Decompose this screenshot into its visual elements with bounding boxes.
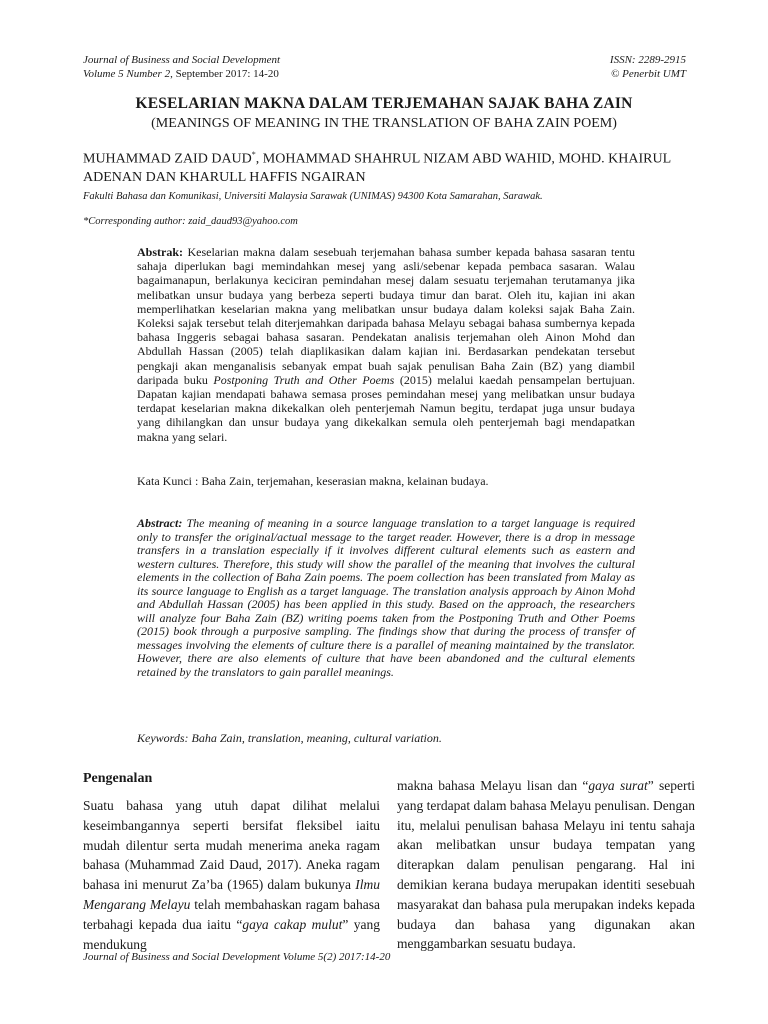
abstrak-malay — [137, 245, 635, 444]
corresponding-mark: * — [251, 150, 256, 159]
intro-term-cakap: gaya cakap mulut — [242, 916, 343, 932]
body-column-right — [397, 776, 695, 954]
intro-book-title: Ilmu Mengarang Melayu — [83, 877, 380, 912]
section-heading: Pengenalan — [83, 771, 153, 786]
publisher: © Penerbit UMT — [611, 68, 686, 80]
paper-subtitle: (MEANINGS OF MEANING IN THE TRANSLATION OF BAHA ZAIN POEM) — [151, 116, 617, 131]
abstract-text: The meaning of meaning in a source language translation to a target language is required only to transfer the original/actual message to the target reader. However, there is a drop in message transfers in a translation especially if it involves different cultural elements such as eastern and western cultures. Therefore, this study will show the parallel of the meaning that involves the cultural elements in the collection of Baha Zain poems. The poem collection has been translated from Malay as its source language to English as a target language. The translation analysis approach by Ainon Mohd and Abdullah Hassan (2005) has been applied in this study. Based on the approach, the researchers will analyze four Baha Zain (BZ) writing poems taken from the Postponing Truth and Other Poems (2015) book through a purposive sampling. The findings show that during the process of transfer of messages involving the elements of culture there is a parallel of meaning maintained by the translator. However, there are also elements of culture that have been abandoned and the cultural elements retained by the translators to gain parallel meanings. — [137, 516, 635, 679]
affiliation: Fakulti Bahasa dan Komunikasi, Universiti Malaysia Sarawak (UNIMAS) 94300 Kota Samarahan, Sarawak. — [83, 191, 543, 202]
page-footer: Journal of Business and Social Development Volume 5(2) 2017:14-20 — [83, 951, 391, 963]
intro-paragraph-left — [83, 796, 380, 954]
intro-left-c: ” yang mendukung — [83, 916, 380, 952]
kata-kunci: Kata Kunci : Baha Zain, terjemahan, keserasian makna, kelainan budaya. — [137, 474, 489, 488]
keywords: Keywords: Baha Zain, translation, meaning, cultural variation. — [137, 731, 442, 745]
intro-left-b: telah membahaskan ragam bahasa terbahagi kepada dua iaitu “ — [83, 896, 380, 932]
abstrak-book-title: Postponing Truth and Other Poems — [213, 372, 395, 387]
issn: ISSN: 2289-2915 — [609, 54, 686, 66]
intro-right-a: makna bahasa Melayu lisan dan “ — [397, 778, 589, 793]
volume-date-pages: , September 2017: 14-20 — [170, 68, 279, 80]
intro-paragraph-right — [397, 776, 695, 954]
abstrak-label: Abstrak: — [137, 245, 184, 259]
author-list — [83, 146, 683, 187]
running-header-right — [610, 53, 686, 81]
intro-term-surat: gaya surat — [588, 778, 648, 793]
abstract-english — [137, 517, 635, 679]
other-authors: , MOHAMMAD SHAHRUL NIZAM ABD WAHID, MOHD. KHAIRUL ADENAN DAN KHARULL HAFFIS NGAIRAN — [83, 151, 671, 185]
volume-info — [83, 67, 280, 81]
abstrak-text-b: (2015) melalui kaedah pensampelan bertujuan. Dapatan kajian mendapati bahawa semasa proses pemindahan mesej yang melibatkan unsur budaya terdapat keselarian makna dikekalkan oleh penterjemah Namun begitu, terdapat juga unsur budaya yang dihilangkan dan unsur budaya yang dikekalkan semula oleh penterjemah bagi mendapatkan makna yang selari. — [137, 372, 636, 444]
volume-label: Volume 5 Number 2 — [83, 68, 171, 80]
abstrak-text-a: Keselarian makna dalam sesebuah terjemahan bahasa sumber kepada bahasa sasaran tentu sahaja diperlukan bagi memindahkan mesej yang asli/sebenar kepada pembaca sasaran. Walau bagaimanapun, berlakunya keciciran pemindahan mesej dalam sesuatu terjemahan terutamanya jika melibatkan unsur budaya yang berbeza seperti budaya timur dan barat. Oleh itu, kajian ini akan memperlihatkan keselarian makna yang melibatkan unsur budaya dalam koleksi sajak Baha Zain. Koleksi sajak tersebut telah diterjemahkan daripada bahasa Melayu sebagai bahasa sumbernya kepada bahasa Inggeris sebagai bahasa sasaran. Pendekatan analisis terjemahan oleh Ainon Mohd dan Abdullah Hassan (2005) telah diaplikasikan dalam kajian ini. Berdasarkan pendekatan tersebut pengkaji akan menganalisis sebanyak empat buah sajak penulisan Baha Zain (BZ) yang diambil daripada buku — [137, 245, 635, 387]
intro-left-a: Suatu bahasa yang utuh dapat dilihat melalui keseimbangannya seperti bersifat fleksibel iaitu mudah dilentur serta mudah menerima aneka ragam bahasa (Muhammad Zaid Daud, 2017). Aneka ragam bahasa ini menurut Za’ba (1965) dalam bukunya — [83, 798, 380, 893]
abstract-label: Abstract: — [137, 516, 183, 530]
first-author: MUHAMMAD ZAID DAUD — [83, 151, 252, 167]
corresponding-author: *Corresponding author: zaid_daud93@yahoo.com — [83, 216, 298, 227]
paper-title: KESELARIAN MAKNA DALAM TERJEMAHAN SAJAK BAHA ZAIN — [135, 95, 633, 112]
journal-name: Journal of Business and Social Development — [83, 54, 281, 66]
running-header-left — [83, 53, 280, 81]
intro-right-b: ” seperti yang terdapat dalam bahasa Melayu penulisan. Dengan itu, melalui penulisan bahasa Melayu ini tentu sahaja akan melibatkan unsur budaya tempatan yang diterapkan dalam penulisan pengarang. Hal ini demikian kerana budaya merupakan identiti sesebuah masyarakat dan bahasa pula merupakan indeks kepada budaya dan bahasa yang digunakan akan menggambarkan sesuatu budaya. — [397, 778, 696, 952]
body-column-left — [83, 771, 380, 954]
